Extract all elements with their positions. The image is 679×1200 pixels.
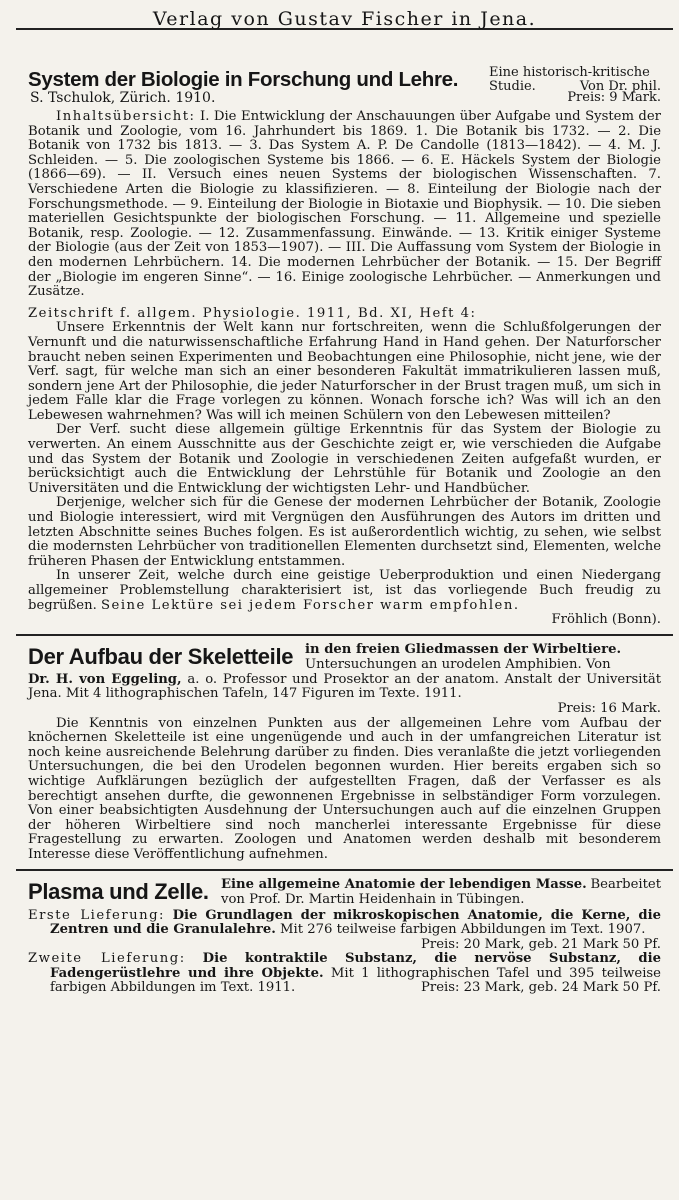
part2-title: Die kontraktile Substanz, die nervöse Substanz, die Fadengerüstlehre und ihre Objekte. [50, 951, 661, 981]
review-p2: Der Verf. sucht diese allgemein gültige Erkenntnis für das System der Biologie zu verwerten. An einem Ausschnitte aus der Geschichte zeigt er, wie verschieden die Aufgabe und das System der Botanik und Zoologie in verschiedenen Zeiten aufgefaßt wurden, er berücksichtigt auch die Entwicklung der Lehrstühle für Botanik und Zoologie an den Universitäten und die Entwicklung der wichtigsten Lehr- und Handbücher. [28, 422, 661, 496]
review-source: Zeitschrift f. allgem. Physiologie. 1911, Bd. XI, Heft 4: [28, 305, 477, 321]
toc-label: Inhaltsübersicht: [56, 109, 196, 124]
part2-rest: Mit 1 lithographischen Tafel und 395 teilweise farbigen Abbildungen im Text. 1911. [50, 965, 661, 996]
book3-subtitle: Eine allgemeine Anatomie der lebendigen Masse. Bearbeitet von Prof. Dr. Martin Heidenhain in Tübingen. [221, 876, 661, 907]
book2-section: Der Aufbau der Skeletteile in den freien Gliedmassen der Wirbeltiere. Untersuchungen an urodelen Amphibien. Von Dr. H. von Eggeling, a. o. Professor und Prosektor an der anatom. Anstalt der Universität Jena. Mit 4 lithographischen Tafeln, 147 Figuren im Texte. 1911. Preis: 16 Mark. Die Kenntnis von einzelnen Punkten aus der allgemeinen Lehre vom Aufbau der knöchernen Skeletteile ist eine ungenügende und auch in der umfangreichen Literatur ist noch keine ausreichende Belehrung darüber zu finden. Dies veranlaßte die jetzt vorliegenden Untersuchungen, die bei den Urodelen begonnen wurden. Hier bereits ergaben sich so wichtige Aufklärungen bezüglich der aufgestellten Fragen, daß der Verfasser es als berechtigt ansehen durfte, die gewonnenen Ergebnisse in selbständiger Form vorzulegen. Von einer beabsichtigten Ausdehnung der Untersuchungen auch auf die einzelnen Gruppen der höheren Wirbeltiere sind noch mancherlei interessante Ergebnisse für diese Fragestellung zu erwarten. Zoologen und Anatomen werden deshalb mit besonderem Interesse diese Veröffentlichung aufnehmen. [28, 641, 661, 862]
book1-author: S. Tschulok, Zürich. 1910. [30, 90, 216, 106]
book2-desc: Die Kenntnis von einzelnen Punkten aus der allgemeinen Lehre vom Aufbau der knöchernen Skeletteile ist eine ungenügende und auch in der umfangreichen Literatur ist noch keine ausreichende Belehrung darüber zu finden. Dies veranlaßte die jetzt vorliegenden Untersuchungen, die bei den Urodelen begonnen wurden. Hier bereits ergaben sich so wichtige Aufklärungen bezüglich der aufgestellten Fragen, daß der Verfasser es als berechtigt ansehen durfte, die gewonnenen Ergebnisse in selbständiger Form vorzulegen. Von einer beabsichtigten Ausdehnung der Untersuchungen auch auf die einzelnen Gruppen der höheren Wirbeltiere sind noch mancherlei interessante Ergebnisse für diese Fragestellung zu erwarten. Zoologen und Anatomen werden deshalb mit besonderem Interesse diese Veröffentlichung aufnehmen. [28, 715, 661, 862]
page [28, 0, 661, 996]
review-p4-spaced: Seine Lektüre sei jedem Forscher warm empfohlen. [101, 597, 520, 613]
book2-subtitle: in den freien Gliedmassen der Wirbeltiere. Untersuchungen an urodelen Amphibien. Von [305, 641, 622, 672]
review-p1: Unsere Erkenntnis der Welt kann nur fortschreiten, wenn die Schlußfolgerungen der Vernunft und die naturwissenschaftliche Erfahrung Hand in Hand gehen. Der Naturforscher braucht neben seinen Experimenten und Beobachtungen eine Philosophie, nicht jene, wie der Verf. sagt, für welche man sich an einer besonderen Fakultät immatrikulieren lassen muß, sondern jene Art der Philosophie, die jeder Naturforscher in der Brust tragen muß, um sich in jedem Falle klar die Frage vorlegen zu können. Wonach forsche ich? Was will ich an den Lebewesen wahrnehmen? Was will ich meinen Schülern von den Lebewesen mitteilen? [28, 320, 661, 423]
part2-price: Preis: 23 Mark, geb. 24 Mark 50 Pf. [421, 980, 661, 996]
book1-side-note: Eine historisch-kritische Studie. Von Dr. phil. [489, 65, 661, 94]
book1-price: Preis: 9 Mark. [567, 90, 661, 105]
part1-price: Preis: 20 Mark, geb. 21 Mark 50 Pf. [421, 936, 661, 952]
book1-section [28, 32, 661, 628]
review-p4: In unserer Zeit, welche durch eine geistige Ueberproduktion und einen Niedergang allgemeiner Problemstellung charakterisiert ist, ist das vorliegende Buch freudig zu begrüßen. [28, 568, 661, 613]
part2-label: Zweite Lieferung: [28, 951, 186, 967]
book1-title: System der Biologie in Forschung und Lehre. [28, 68, 459, 91]
reviewer: Fröhlich (Bonn). [551, 612, 661, 628]
book2-author: Dr. H. von Eggeling, [28, 671, 182, 687]
part1-rest: Mit 276 teilweise farbigen Abbildungen im Text. 1907. [280, 922, 646, 938]
running-head: Verlag von Gustav Fischer in Jena. [16, 0, 673, 30]
book3-section [28, 877, 661, 997]
book2-price: Preis: 16 Mark. [557, 700, 661, 716]
divider [16, 869, 673, 871]
review-p3: Derjenige, welcher sich für die Genese der modernen Lehrbücher der Botanik, Zoologie und Biologie interessiert, wird mit Vergnügen den Ausführungen des Autors im dritten und letzten Abschnitte seines Buches folgen. Es ist außerordentlich wichtig, zu sehen, wie selbst die modernsten Lehrbücher von traditionellen Elementen durchsetzt sind, Elementen, welche früheren Phasen der Entwicklung entstammen. [28, 495, 661, 569]
part1-title: Die Grundlagen der mikroskopischen Anatomie, die Kerne, die Zentren und die Granulalehre. [50, 907, 661, 938]
toc-text: I. Die Entwicklung der Anschauungen über Aufgabe und System der Botanik und Zoologie, vom 16. Jahrhundert bis 1869. 1. Die Botanik bis 1732. — 2. Die Botanik von 1732 bis 1813. — 3. Das System A. P. De Candolle (1813—1842). — 4. M. J. Schleiden. — 5. Die zoologischen Systeme bis 1866. — 6. E. Häckels System der Biologie (1866—69). — II. Versuch eines neuen Systems der biologischen Wissenschaften. 7. Verschiedene Arten die Biologie zu klassifizieren. — 8. Einteilung der Biologie nach der Forschungsmethode. — 9. Einteilung der Biologie in Biotaxie und Biophysik. — 10. Die sieben materiellen Gesichtspunkte der biologischen Forschung. — 11. Allgemeine und spezielle Botanik, resp. Zoologie. — 12. Zusammenfassung. Einwände. — 13. Kritik einiger Systeme der Biologie (aus der Zeit von 1853—1907). — III. Die Auffassung vom System der Biologie in den modernen Lehrbüchern. 14. Die modernen Lehrbücher der Botanik. — 15. Der Begriff der „Biologie im engeren Sinne“. — 16. Einige zoologische Lehrbücher. — Anmerkungen und Zusätze. [28, 109, 661, 300]
part1-label: Erste Lieferung: [28, 907, 165, 923]
book3-title: Plasma und Zelle. [28, 878, 209, 904]
book2-title: Der Aufbau der Skeletteile [28, 643, 294, 669]
divider [16, 634, 673, 636]
